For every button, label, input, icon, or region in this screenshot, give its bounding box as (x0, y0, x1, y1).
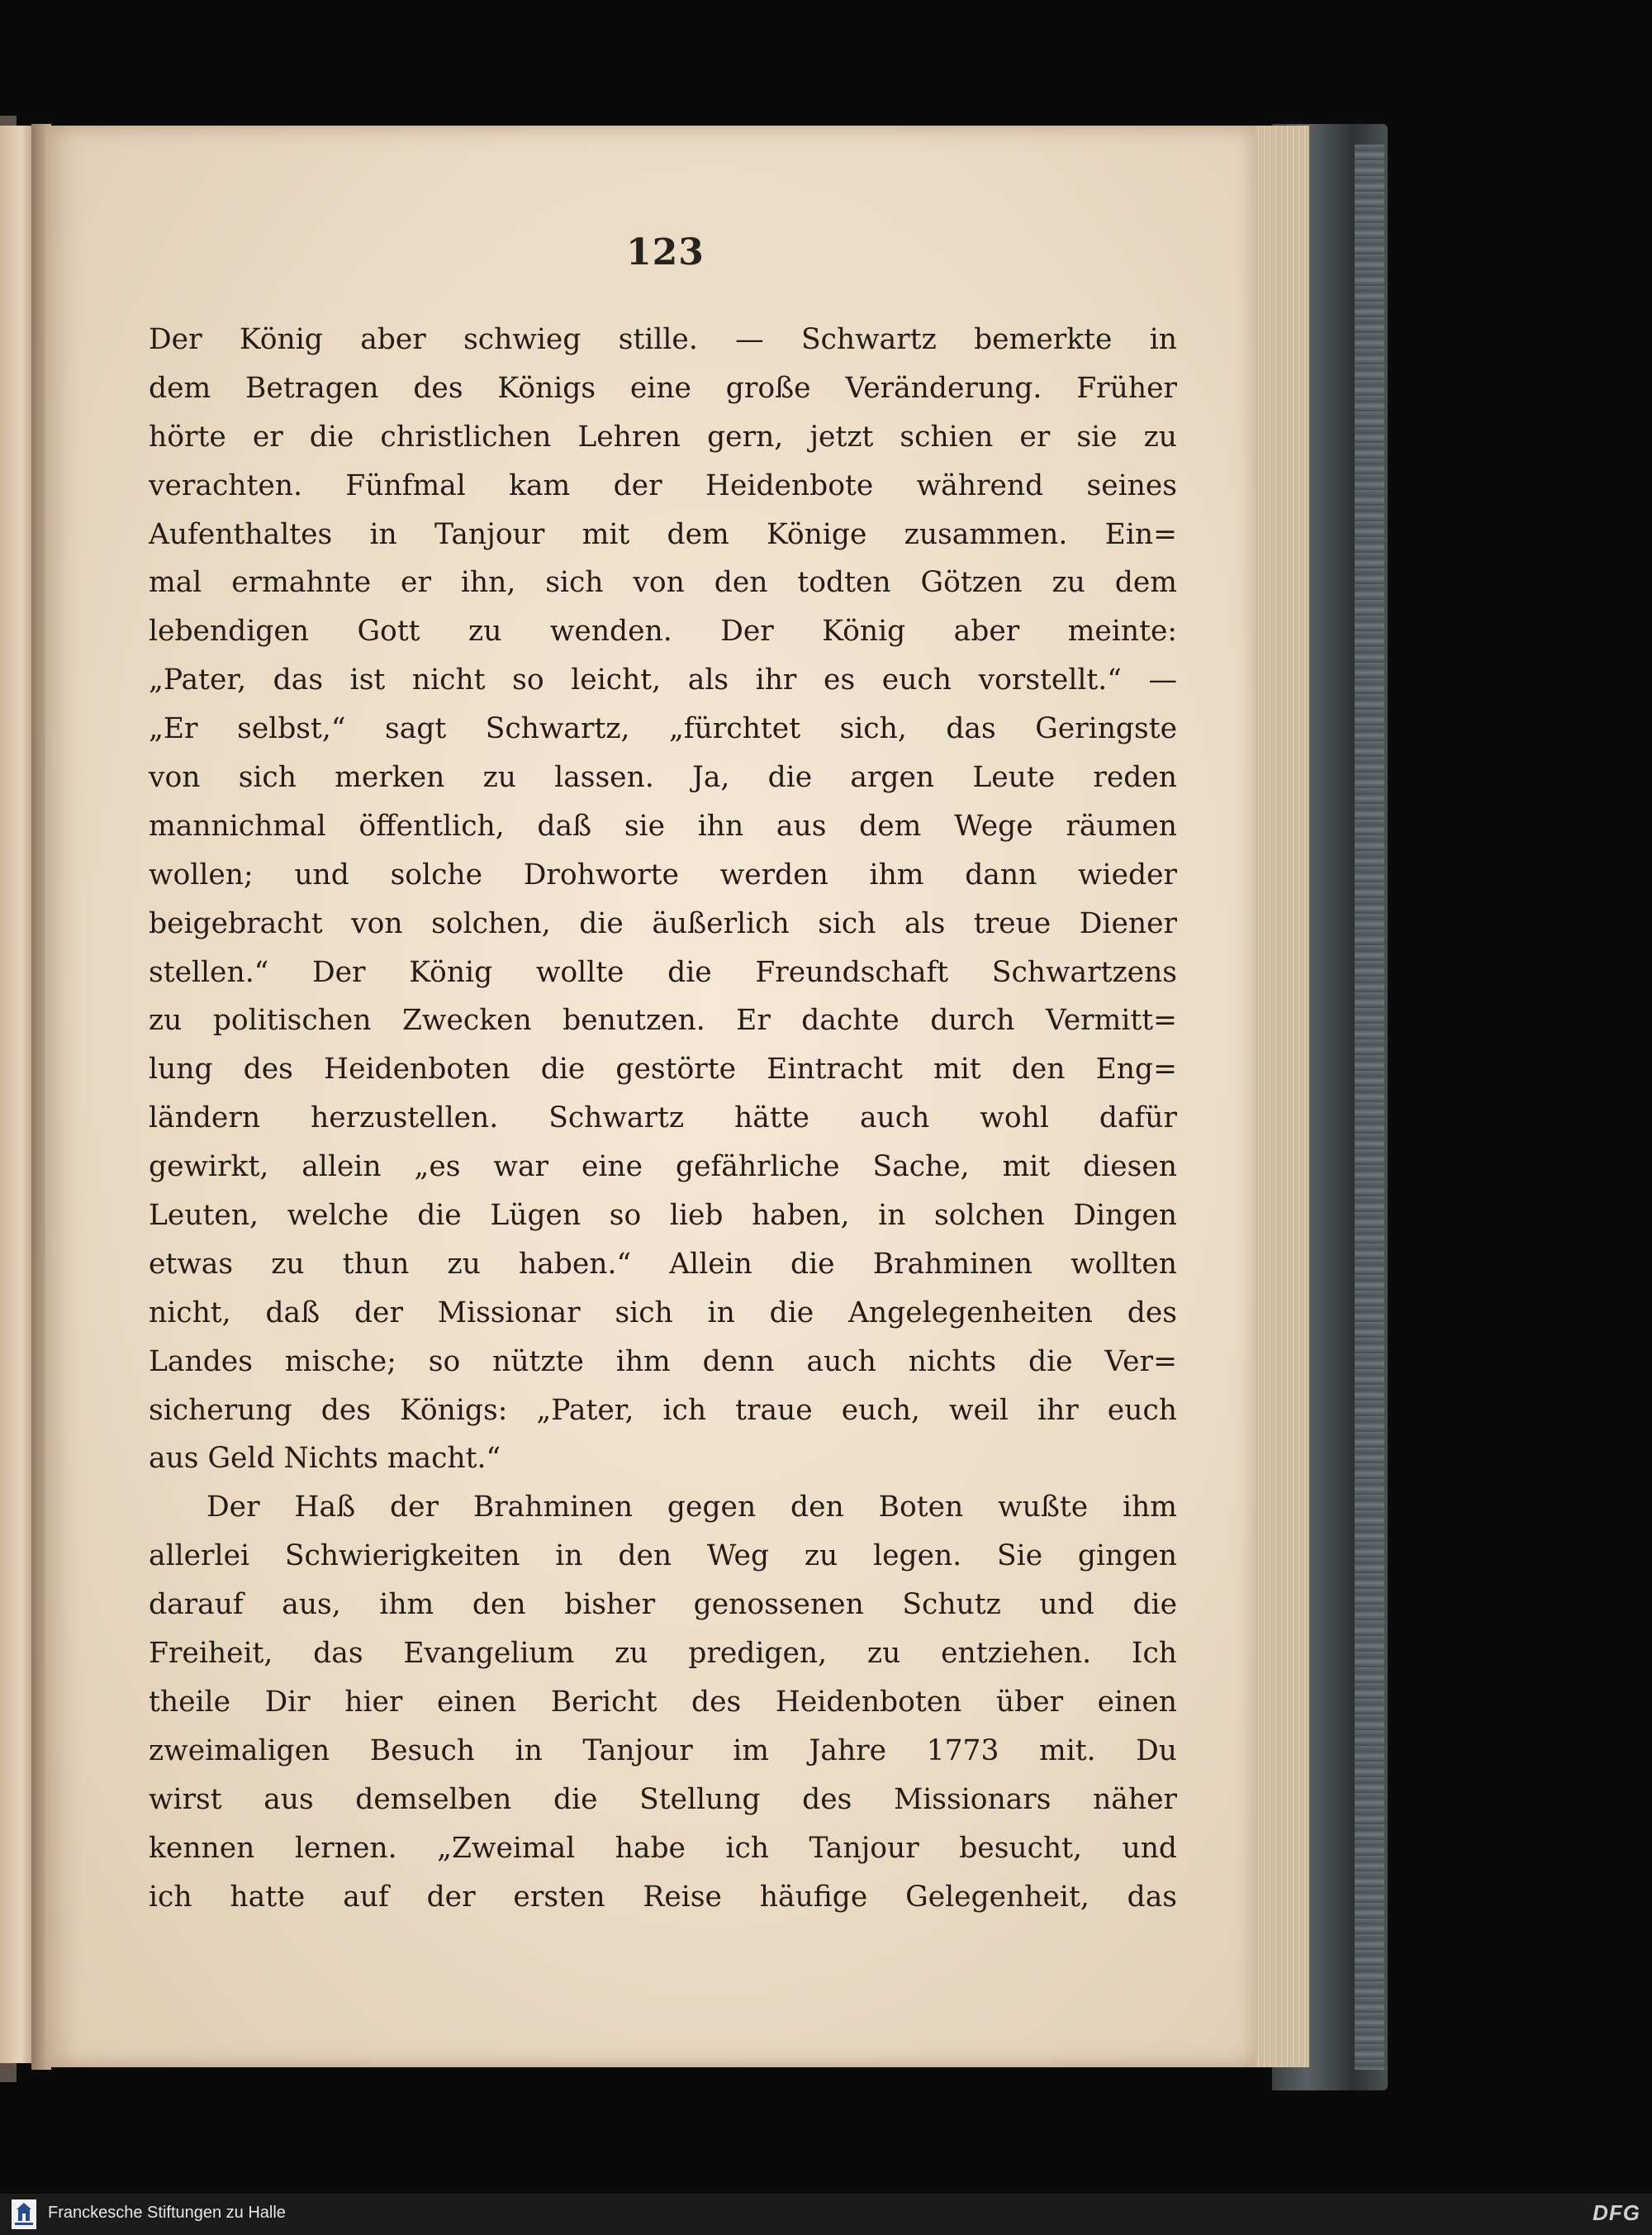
book-page (45, 126, 1256, 2067)
text-line: gewirkt, allein „es war eine gefährliche Sache, mit diesen (149, 1150, 1177, 1184)
right-cover-edge (1355, 145, 1384, 2070)
text-line: zu politischen Zwecken benutzen. Er dachte durch Vermitt= (149, 1004, 1177, 1038)
text-line: hörte er die christlichen Lehren gern, jetzt schien er sie zu (149, 420, 1177, 454)
text-line: nicht, daß der Missionar sich in die Angelegenheiten des (149, 1296, 1177, 1329)
text-line: Aufenthaltes in Tanjour mit dem Könige zusammen. Ein= (149, 517, 1177, 551)
text-line: aus Geld Nichts macht.“ (149, 1442, 501, 1476)
text-line: ländern herzustellen. Schwartz hätte auch wohl dafür (149, 1101, 1177, 1135)
left-page-edge (0, 126, 35, 2063)
institution-logo-icon (12, 2199, 36, 2229)
text-line: mal ermahnte er ihn, sich von den todten Götzen zu dem (149, 566, 1177, 600)
dfg-logo: DFG (1593, 2200, 1640, 2225)
text-line: zweimaligen Besuch in Tanjour im Jahre 1773 mit. Du (149, 1733, 1177, 1767)
text-line: lebendigen Gott zu wenden. Der König aber meinte: (149, 615, 1177, 649)
text-line: Landes mische; so nützte ihm denn auch nichts die Ver= (149, 1344, 1177, 1378)
text-line: Der König aber schwieg stille. — Schwartz bemerkte in (149, 323, 1177, 356)
text-line: verachten. Fünfmal kam der Heidenbote während seines (149, 468, 1177, 502)
text-line: stellen.“ Der König wollte die Freundschaft Schwartzens (149, 955, 1177, 989)
text-line: lung des Heidenboten die gestörte Eintracht mit den Eng= (149, 1053, 1177, 1087)
text-line: Freiheit, das Evangelium zu predigen, zu entziehen. Ich (149, 1637, 1177, 1671)
text-line: kennen lernen. „Zweimal habe ich Tanjour besucht, und (149, 1831, 1177, 1865)
text-line: Der Haß der Brahminen gegen den Boten wußte ihm (206, 1491, 1177, 1524)
text-line: etwas zu thun zu haben.“ Allein die Brahminen wollten (149, 1247, 1177, 1281)
page-text (149, 316, 1177, 1921)
text-line: sicherung des Königs: „Pater, ich traue euch, weil ihr euch (149, 1393, 1177, 1427)
text-line: allerlei Schwierigkeiten in den Weg zu legen. Sie gingen (149, 1539, 1177, 1573)
text-line: beigebracht von solchen, die äußerlich sich als treue Diener (149, 906, 1177, 940)
text-line: dem Betragen des Königs eine große Veränderung. Früher (149, 371, 1177, 405)
viewer-footer (0, 2194, 1652, 2235)
text-line: Leuten, welche die Lügen so lieb haben, in solchen Dingen (149, 1199, 1177, 1233)
text-line: wollen; und solche Drohworte werden ihm dann wieder (149, 858, 1177, 892)
text-line: ich hatte auf der ersten Reise häufige Gelegenheit, das (149, 1880, 1177, 1914)
text-line: mannichmal öffentlich, daß sie ihn aus dem Wege räumen (149, 809, 1177, 843)
text-line: theile Dir hier einen Bericht des Heidenboten über einen (149, 1685, 1177, 1719)
text-line: von sich merken zu lassen. Ja, die argen Leute reden (149, 761, 1177, 795)
text-line: wirst aus demselben die Stellung des Missionars näher (149, 1782, 1177, 1816)
footer-institution-name: Franckesche Stiftungen zu Halle (48, 2204, 286, 2222)
text-line: „Er selbst,“ sagt Schwartz, „fürchtet sich, das Geringste (149, 712, 1177, 746)
text-line: „Pater, das ist nicht so leicht, als ihr es euch vorstellt.“ — (149, 663, 1177, 697)
text-line: darauf aus, ihm den bisher genossenen Schutz und die (149, 1588, 1177, 1622)
page-number: 123 (626, 231, 705, 273)
